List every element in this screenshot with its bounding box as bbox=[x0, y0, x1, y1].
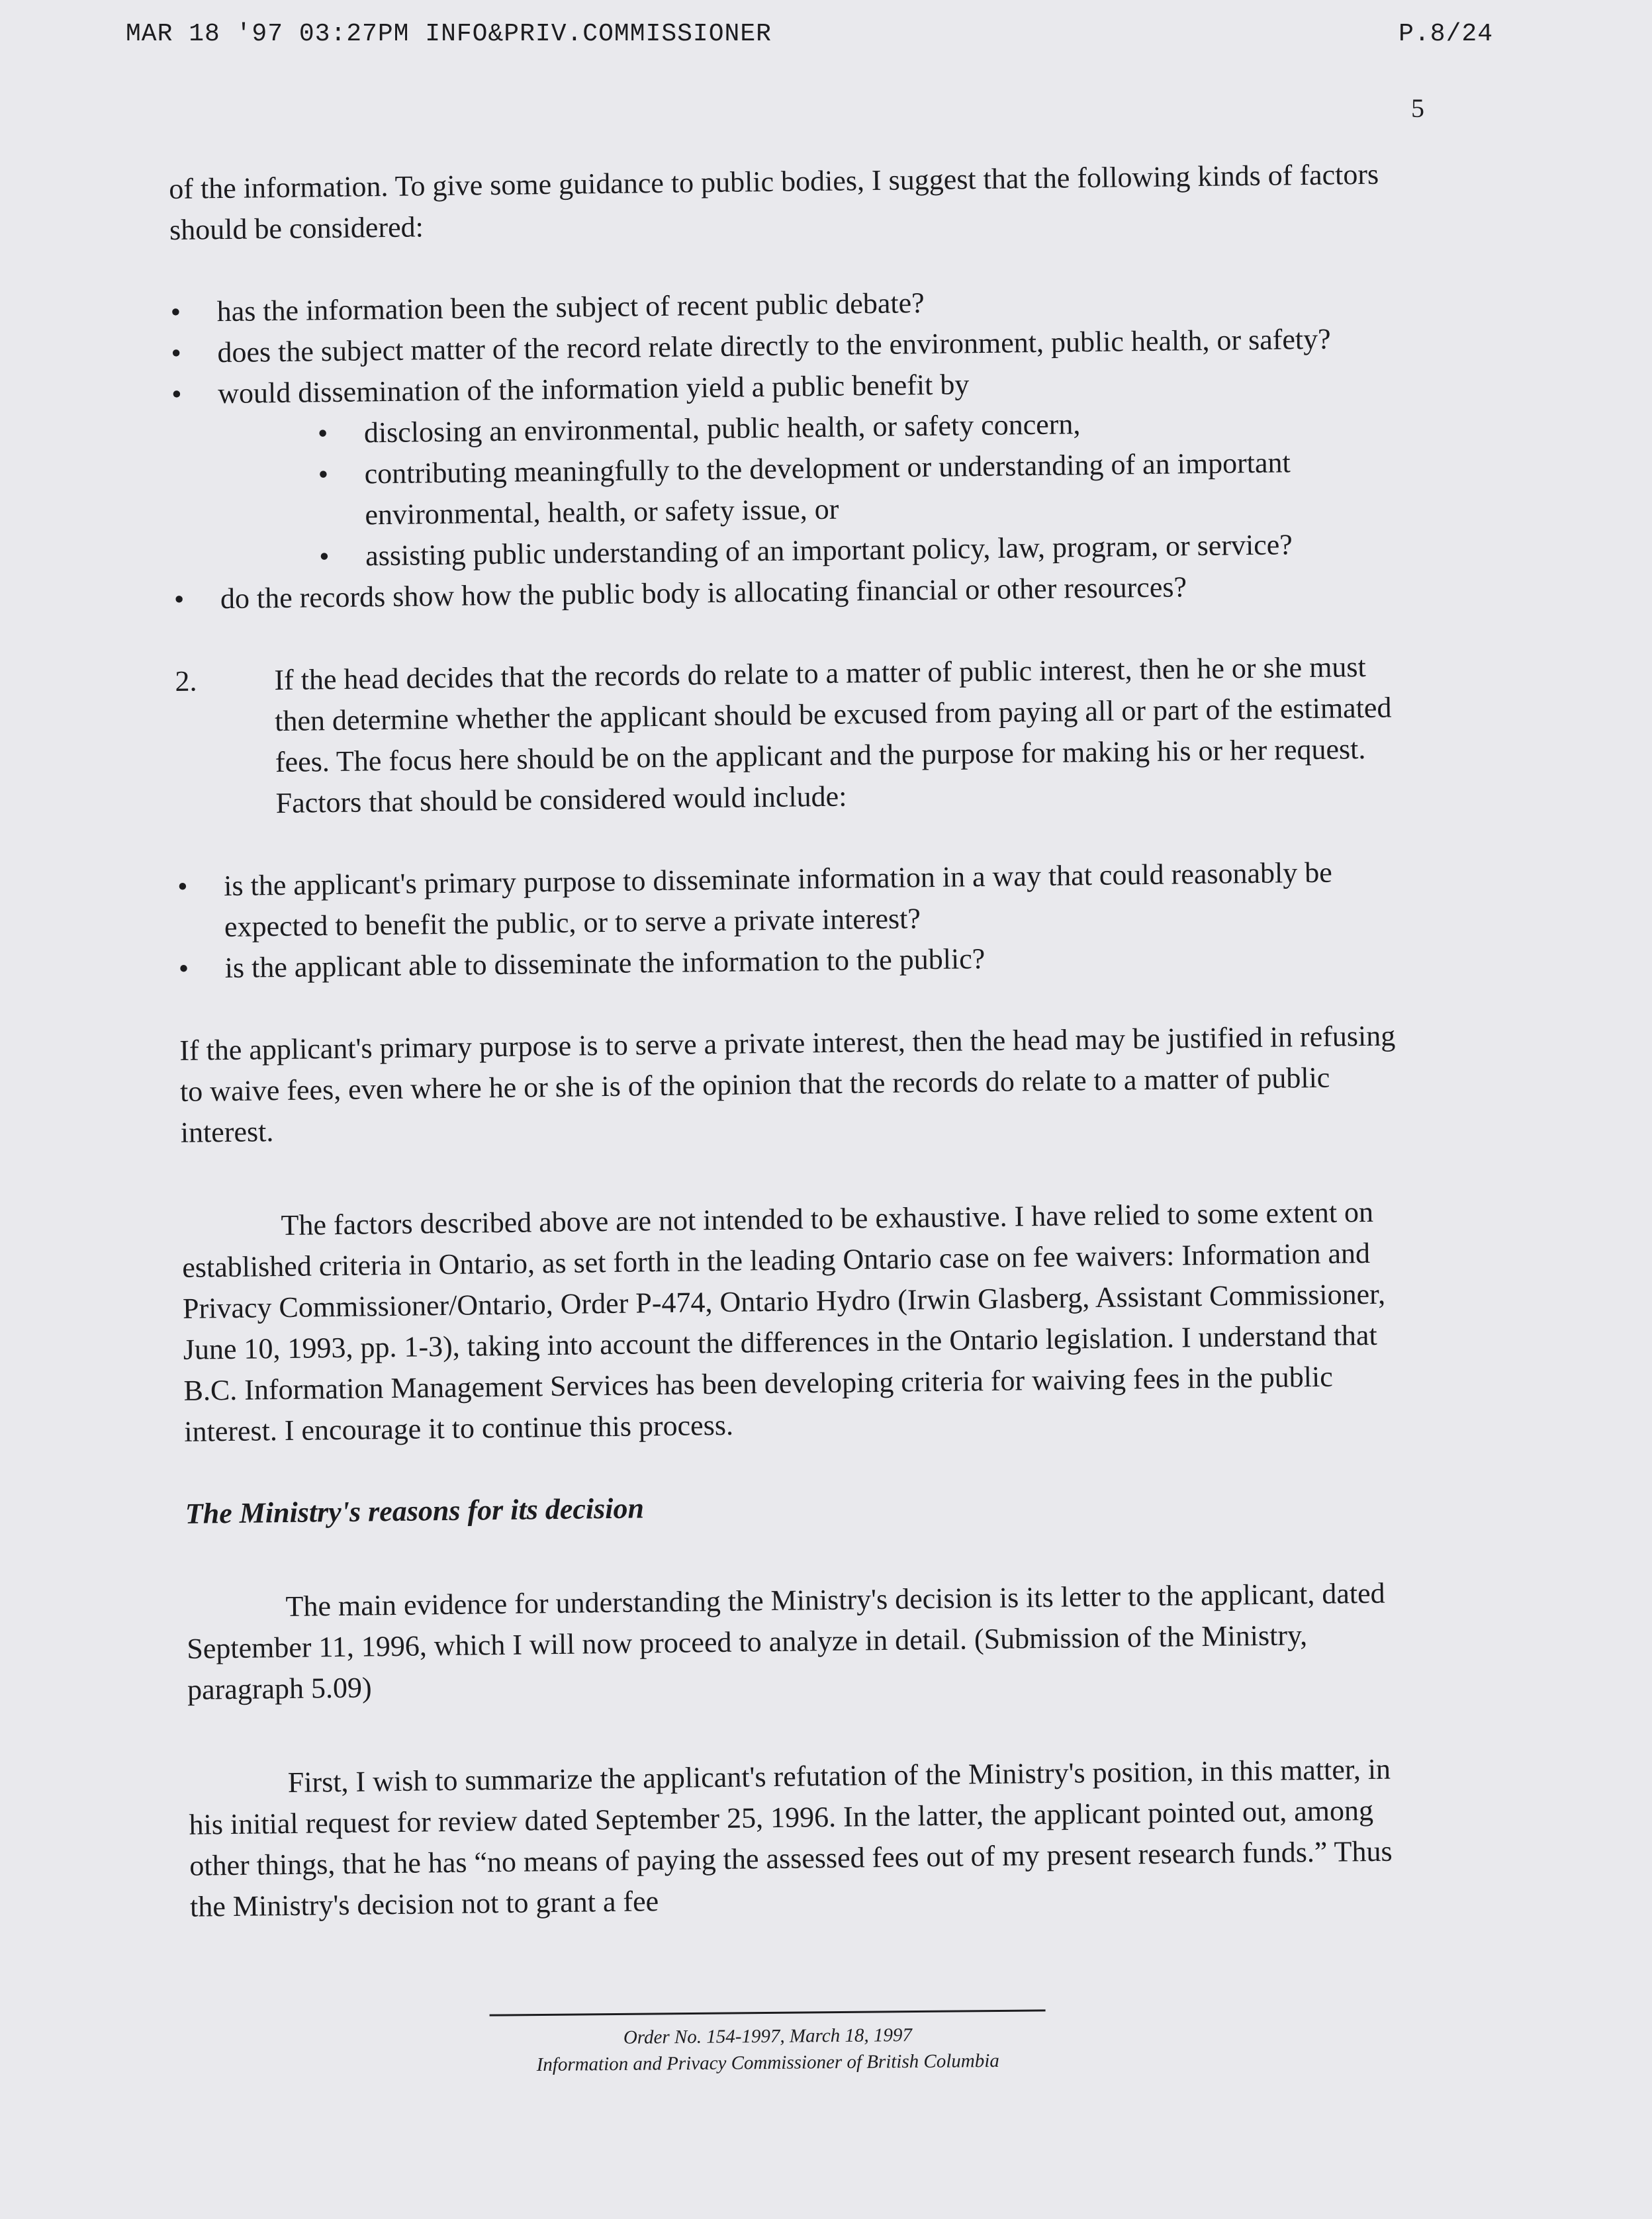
bullet-icon: • bbox=[317, 417, 328, 450]
list-item-text: is the applicant able to disseminate the information to the public? bbox=[224, 942, 986, 985]
bullet-icon: • bbox=[318, 458, 329, 491]
bullet-icon: • bbox=[178, 952, 189, 985]
list-item-text: is the applicant's primary purpose to disseminate information in a way that could reasonably be expected to benefit the public, or to serve a private interest? bbox=[223, 856, 1333, 944]
list-item-text: does the subject matter of the record relate directly to the environment, public health, or safety? bbox=[217, 322, 1331, 369]
fax-header-left: MAR 18 '97 03:27PM INFO&PRIV.COMMISSIONER bbox=[126, 20, 772, 48]
bullet-icon: • bbox=[170, 295, 181, 328]
sub-list-item-text: contributing meaningfully to the development or understanding of an important environmental, health, or safety issue, or bbox=[364, 446, 1291, 531]
public-interest-factor-list bbox=[170, 277, 1412, 620]
list-item bbox=[177, 851, 1416, 948]
intro-paragraph: of the information. To give some guidance to public bodies, I suggest that the following kinds of factors should be considered: bbox=[169, 158, 1379, 246]
paragraph-2-text: If the head decides that the records do relate to a matter of public interest, then he or she must then determine whether the applicant should be excused from paying all or part of the estimated fees. The focus here should be on the applicant and the purpose for making his or her request. Factors that should be considered would include: bbox=[274, 650, 1392, 820]
list-item-text: would dissemination of the information yield a public benefit by bbox=[217, 368, 970, 410]
page-number: 5 bbox=[1411, 93, 1424, 123]
document-body bbox=[169, 154, 1428, 1928]
list-item-text: has the information been the subject of recent public debate? bbox=[216, 287, 925, 328]
bullet-icon: • bbox=[177, 870, 188, 903]
footer-office: Information and Privacy Commissioner of British Columbia bbox=[536, 2050, 999, 2076]
list-item bbox=[172, 400, 1412, 579]
bullet-icon: • bbox=[173, 582, 185, 615]
bullet-icon: • bbox=[318, 540, 330, 573]
list-item-text: do the records show how the public body is allocating financial or other resources? bbox=[220, 570, 1187, 615]
public-benefit-sublist bbox=[218, 400, 1412, 578]
fax-header bbox=[126, 20, 1493, 48]
bullet-icon: • bbox=[171, 336, 182, 369]
factors-paragraph: The factors described above are not intended to be exhaustive. I have relied to some extent on established criteria in Ontario, as set forth in the leading Ontario case on fee waivers: Information and Privacy Commissioner/Ontario, Order P-474, Ontario Hydro (Irwin Glasberg, Assistant Commissioner, June 10, 1993, pp. 1-3), taking into account the differences in the Ontario legislation. I understand that B.C. Information Management Services has been developing criteria for waiving fees in the public interest. I encourage it to continue this process. bbox=[181, 1195, 1386, 1448]
sub-list-item-text: disclosing an environmental, public health, or safety concern, bbox=[363, 408, 1081, 449]
page-footer bbox=[490, 2009, 1046, 2078]
paragraph-number: 2. bbox=[175, 664, 197, 698]
evidence-paragraph: The main evidence for understanding the Ministry's decision is its letter to the applicant, dated September 11, 1996, which I will now proceed to analyze in detail. (Submission of the Ministry, paragraph 5.09) bbox=[187, 1576, 1385, 1706]
footer-order-number: Order No. 154-1997, March 18, 1997 bbox=[623, 2024, 913, 2048]
numbered-paragraph-2 bbox=[175, 646, 1414, 825]
section-heading: The Ministry's reasons for its decision bbox=[185, 1492, 645, 1530]
sub-list-item-text: assisting public understanding of an important policy, law, program, or service? bbox=[365, 528, 1293, 572]
fax-header-page: P.8/24 bbox=[1399, 20, 1493, 48]
private-interest-paragraph: If the applicant's primary purpose is to serve a private interest, then the head may be justified in refusing to waive fees, even where he or she is of the opinion that the records do relate to a matter of public interest. bbox=[179, 1019, 1396, 1149]
first-paragraph: First, I wish to summarize the applicant's refutation of the Ministry's position, in this matter, in his initial request for review dated September 25, 1996. In the latter, the applicant pointed out, among other things, that he has “no means of paying the assessed fees out of my present research funds.” Thus the Ministry's decision not to grant a fee bbox=[189, 1752, 1393, 1923]
applicant-factor-list bbox=[177, 851, 1416, 989]
bullet-icon: • bbox=[171, 377, 182, 410]
sub-list-item bbox=[318, 441, 1410, 536]
